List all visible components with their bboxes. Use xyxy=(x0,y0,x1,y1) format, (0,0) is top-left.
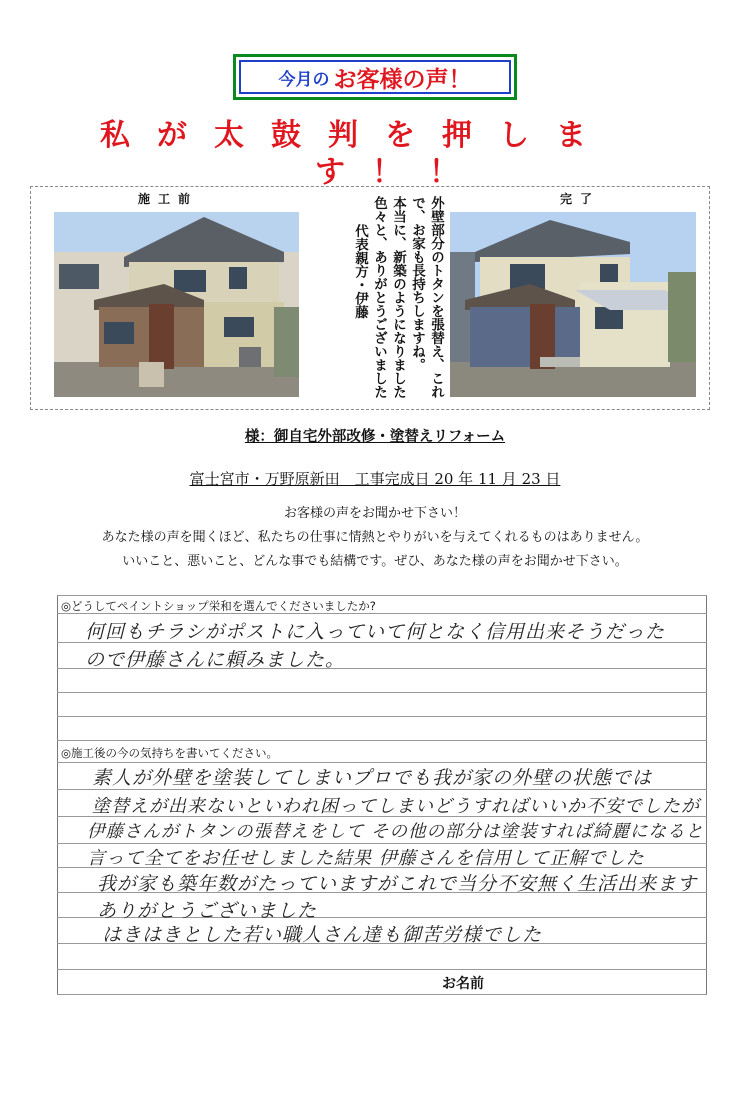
answer-2-line: 我が家も築年数がたっていますがこれで当分不安無く生活出来ます xyxy=(97,873,698,895)
headline-line1: 私が太鼓判を押しま xyxy=(100,118,613,153)
intro-line: お客様の声をお聞かせ下さい！ xyxy=(283,506,466,521)
intro-block xyxy=(0,502,750,574)
testimonial-line: 外壁部分のトタンを張替え、これ xyxy=(428,196,444,399)
intro-line: いいこと、悪いこと、どんな事でも結構です。ぜひ、あなた様の声をお聞かせ下さい。 xyxy=(122,554,628,569)
project-title xyxy=(0,425,750,446)
survey-sheet xyxy=(57,595,707,995)
before-caption: 施工前 xyxy=(138,192,199,206)
after-photo xyxy=(450,212,696,397)
after-caption: 完了 xyxy=(560,192,601,206)
sheet-left-border xyxy=(57,595,58,995)
testimonial-vertical xyxy=(305,196,445,401)
answer-1-line: 何回もチラシがポストに入っていて何となく信用出来そうだった xyxy=(85,621,666,643)
ruled-line xyxy=(57,969,707,970)
testimonial-line: で、お家も長持ちしますね。 xyxy=(409,196,425,372)
question-1: ◎どうしてペイントショップ栄和を選んでくださいましたか? xyxy=(61,599,376,613)
question-2: ◎施工後の今の気持ちを書いてください。 xyxy=(61,746,279,760)
answer-2-line: 塗替えが出来ないといわれ困ってしまいどうすればいいか不安でしたが xyxy=(92,796,700,817)
answer-2-line: 伊藤さんがトタンの張替えをして その他の部分は塗装すれば綺麗になると xyxy=(87,822,705,842)
project-title-text: 様：御自宅外部改修・塗替えリフォーム xyxy=(244,429,506,445)
intro-line: あなた様の声を聞くほど、私たちの仕事に情熱とやりがいを与えてくれるものはありません。 xyxy=(101,530,649,545)
project-location-date-text: 富士宮市・万野原新田 工事完成日 20 年 11 月 23 日 xyxy=(189,470,561,488)
testimonial-line: 色々と、ありがとうございました xyxy=(371,196,387,399)
title-inner xyxy=(239,60,511,94)
ruled-line xyxy=(57,740,707,741)
answer-1-line: ので伊藤さんに頼みました。 xyxy=(85,649,346,671)
testimonial-line: 本当に、新築のようになりました xyxy=(390,196,406,399)
answer-2-line: はきはきとした若い職人さん達も御苦労様でした xyxy=(102,924,543,946)
answer-2-line: ありがとうございました xyxy=(97,900,318,922)
sheet-right-border xyxy=(706,595,707,995)
ruled-line xyxy=(57,595,707,596)
project-location-date xyxy=(0,468,750,489)
name-label: お名前 xyxy=(442,976,484,992)
headline-line2: す！！ xyxy=(315,155,486,190)
title-small: 今月の xyxy=(278,69,330,90)
ruled-line xyxy=(57,994,707,995)
testimonial-signature: 代表親方・伊藤 xyxy=(352,224,368,319)
ruled-line xyxy=(57,692,707,693)
title-box xyxy=(233,54,517,100)
answer-2-line: 言って全てをお任せしました結果 伊藤さんを信用して正解でした xyxy=(87,848,645,869)
before-photo xyxy=(54,212,299,397)
answer-2-line: 素人が外壁を塗装してしまいプロでも我が家の外壁の状態では xyxy=(92,767,653,789)
ruled-line xyxy=(57,716,707,717)
title-big: お客様の声！ xyxy=(333,65,472,93)
